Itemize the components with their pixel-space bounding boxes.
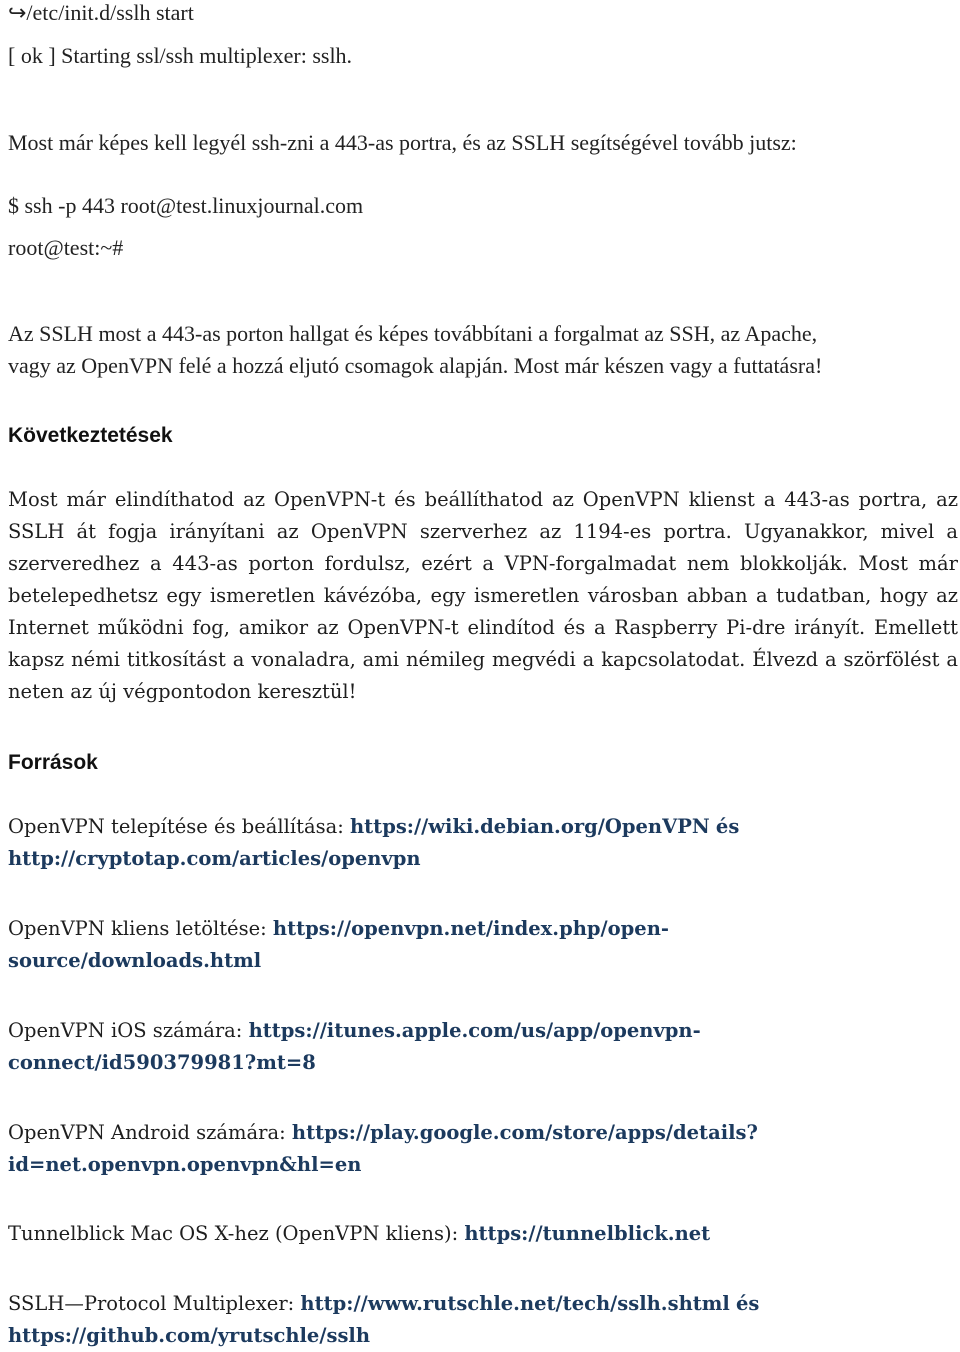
conclusions-paragraph: Most már elindíthatod az OpenVPN-t és beállíthatod az OpenVPN klienst a 443-as portra, az SSLH át fogja irányítani az OpenVPN szerverhez az 1194-es portra. Ugyanakkor, mivel a szerveredhez a 443-as porton fordulsz, ezért a VPN-forgalmadat nem blokkolják. Most már betelepedhetsz egy ismeretlen kávézóba, egy ismeretlen városban abban a tudatban, hogy az Internet működni fog, amikor az OpenVPN-t elindítod és a Raspberry Pi-dre irányít. Emellett kapsz némi titkosítást a vonaladra, ami némileg megvédi a kapcsolatodat. Élvezd a szörfölést a neten az új végpontodon keresztül! <box>8 488 958 703</box>
source-label: Tunnelblick Mac OS X-hez (OpenVPN kliens): <box>8 1222 459 1245</box>
source-link-rutschle[interactable]: http://www.rutschle.net/tech/sslh.shtml <box>300 1292 730 1315</box>
link-part: https://openvpn.net/index.php/open- <box>272 917 669 940</box>
terminal-command-line: ↪/etc/init.d/sslh start <box>8 0 194 25</box>
link-part: connect/id590379981?mt=8 <box>8 1051 316 1074</box>
link-part: source/downloads.html <box>8 949 262 972</box>
source-label: OpenVPN kliens letöltése: <box>8 917 267 940</box>
source-label: SSLH—Protocol Multiplexer: <box>8 1292 295 1315</box>
source-joiner: és <box>736 1292 760 1315</box>
source-link-cryptotap[interactable]: http://cryptotap.com/articles/openvpn <box>8 847 421 870</box>
source-item-openvpn-install <box>8 811 958 875</box>
source-label: OpenVPN Android számára: <box>8 1121 286 1144</box>
source-item-openvpn-android <box>8 1117 958 1181</box>
link-part: id=net.openvpn.openvpn&hl=en <box>8 1153 362 1176</box>
sslh-paragraph-line-1: Az SSLH most a 443-as porton hallgat és képes továbbítani a forgalmat az SSH, az Apache, <box>8 321 818 346</box>
source-item-sslh <box>8 1288 958 1352</box>
source-label: OpenVPN telepítése és beállítása: <box>8 815 344 838</box>
source-label: OpenVPN iOS számára: <box>8 1019 243 1042</box>
conclusions-heading: Következtetések <box>8 424 173 447</box>
terminal-ok-line: [ ok ] Starting ssl/ssh multiplexer: sslh. <box>8 43 353 68</box>
source-item-openvpn-ios <box>8 1015 958 1079</box>
intro-text: Most már képes kell legyél ssh-zni a 443-as portra, és az SSLH segítségével tovább jutsz: <box>8 130 797 155</box>
source-link-github[interactable]: https://github.com/yrutschle/sslh <box>8 1324 371 1347</box>
source-link-tunnelblick[interactable]: https://tunnelblick.net <box>464 1222 711 1245</box>
source-joiner: és <box>715 815 740 838</box>
link-part: https://itunes.apple.com/us/app/openvpn- <box>248 1019 701 1042</box>
sslh-paragraph-line-2: vagy az OpenVPN felé a hozzá eljutó csomagok alapján. Most már készen vagy a futtatásra! <box>8 353 823 378</box>
ssh-prompt: root@test:~# <box>8 235 124 260</box>
ssh-command: $ ssh -p 443 root@test.linuxjournal.com <box>8 193 364 218</box>
source-item-tunnelblick <box>8 1218 958 1250</box>
sources-heading: Források <box>8 751 98 774</box>
source-link-debian-wiki[interactable]: https://wiki.debian.org/OpenVPN <box>350 815 710 838</box>
link-part: https://play.google.com/store/apps/details? <box>291 1121 758 1144</box>
source-item-openvpn-client <box>8 913 958 977</box>
